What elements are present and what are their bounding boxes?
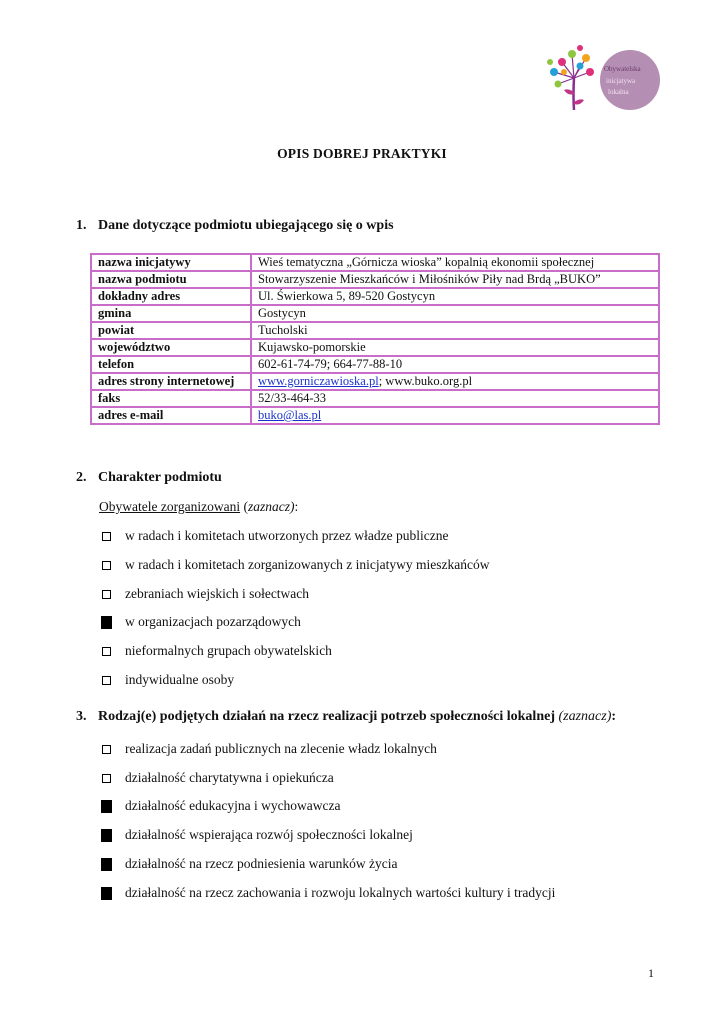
- table-row: [91, 254, 659, 271]
- option-label: indywidualne osoby: [125, 672, 235, 687]
- checkbox-option[interactable]: [101, 855, 398, 873]
- table-row: [91, 339, 659, 356]
- row-label: powiat: [91, 322, 251, 339]
- row-value: [251, 373, 659, 390]
- checkbox-checked[interactable]: [101, 616, 112, 629]
- row-label: nazwa inicjatywy: [91, 254, 251, 271]
- checkbox-option[interactable]: [101, 826, 413, 844]
- email-link[interactable]: buko@las.pl: [258, 408, 322, 422]
- checkbox-empty[interactable]: [102, 561, 111, 570]
- option-label: działalność charytatywna i opiekuńcza: [125, 770, 334, 785]
- logo-text-2: inicjatywa: [606, 77, 636, 85]
- row-value: Gostycyn: [251, 305, 659, 322]
- section-3-number: 3.: [76, 709, 87, 724]
- checkbox-checked[interactable]: [101, 829, 112, 842]
- website-rest: ; www.buko.org.pl: [378, 374, 473, 388]
- row-label: telefon: [91, 356, 251, 373]
- section-1-number: 1.: [76, 218, 87, 233]
- checkbox-empty[interactable]: [102, 647, 111, 656]
- logo-text-1: Obywatelska: [604, 65, 641, 73]
- option-label: działalność edukacyjna i wychowawcza: [125, 798, 341, 813]
- section-1-title: Dane dotyczące podmiotu ubiegającego się o wpis: [98, 218, 394, 233]
- row-value: [251, 407, 659, 424]
- row-label: faks: [91, 390, 251, 407]
- table-row: [91, 356, 659, 373]
- checkbox-option[interactable]: [101, 671, 234, 689]
- section-3-heading: [76, 709, 616, 725]
- row-value: Kujawsko-pomorskie: [251, 339, 659, 356]
- row-value: Stowarzyszenie Mieszkańców i Miłośników Piły nad Brdą „BUKO”: [251, 271, 659, 288]
- checkbox-option[interactable]: [101, 797, 341, 815]
- website-link[interactable]: www.gorniczawioska.pl: [258, 374, 379, 388]
- section-2-number: 2.: [76, 470, 87, 485]
- page-number: 1: [648, 966, 654, 980]
- checkbox-option[interactable]: [101, 613, 301, 631]
- row-value: Wieś tematyczna „Górnicza wioska” kopalnią ekonomii społecznej: [251, 254, 659, 271]
- section-3-title: Rodzaj(e) podjętych działań na rzecz realizacji potrzeb społeczności lokalnej: [98, 709, 555, 724]
- option-label: w radach i komitetach utworzonych przez władze publiczne: [125, 528, 449, 543]
- row-value: Ul. Świerkowa 5, 89-520 Gostycyn: [251, 288, 659, 305]
- subtitle-close: :: [294, 499, 299, 514]
- row-label: dokładny adres: [91, 288, 251, 305]
- table-row: [91, 288, 659, 305]
- checkbox-option[interactable]: [101, 527, 448, 545]
- checkbox-option[interactable]: [101, 884, 555, 902]
- checkbox-empty[interactable]: [102, 774, 111, 783]
- table-row: [91, 271, 659, 288]
- subtitle-underlined: Obywatele zorganizowani: [99, 499, 241, 514]
- checkbox-checked[interactable]: [101, 887, 112, 900]
- row-label: nazwa podmiotu: [91, 271, 251, 288]
- row-value: 52/33-464-33: [251, 390, 659, 407]
- table-row: [91, 305, 659, 322]
- subtitle-italic: zaznacz): [247, 499, 295, 514]
- row-label: województwo: [91, 339, 251, 356]
- option-label: działalność wspierająca rozwój społeczności lokalnej: [125, 827, 413, 842]
- section-2-subtitle: [99, 499, 298, 515]
- table-row: [91, 373, 659, 390]
- document-title: OPIS DOBREJ PRAKTYKI: [277, 146, 447, 161]
- checkbox-empty[interactable]: [102, 532, 111, 541]
- section-2-title: Charakter podmiotu: [98, 470, 222, 485]
- option-label: działalność na rzecz podniesienia warunków życia: [125, 856, 398, 871]
- table-row: [91, 322, 659, 339]
- option-label: w organizacjach pozarządowych: [125, 614, 301, 629]
- checkbox-checked[interactable]: [101, 858, 112, 871]
- checkbox-option[interactable]: [101, 585, 309, 603]
- logo-text-3: lokalna: [608, 88, 629, 96]
- option-label: realizacja zadań publicznych na zlecenie władz lokalnych: [125, 741, 437, 756]
- checkbox-empty[interactable]: [102, 676, 111, 685]
- subtitle-open: (: [240, 499, 248, 514]
- checkbox-option[interactable]: [101, 769, 334, 787]
- row-value: Tucholski: [251, 322, 659, 339]
- logo-image: [540, 40, 660, 120]
- checkbox-empty[interactable]: [102, 590, 111, 599]
- section-2-heading: [76, 470, 222, 486]
- checkbox-option[interactable]: [101, 556, 490, 574]
- table-row: [91, 407, 659, 424]
- checkbox-option[interactable]: [101, 642, 332, 660]
- row-value: 602-61-74-79; 664-77-88-10: [251, 356, 659, 373]
- option-label: nieformalnych grupach obywatelskich: [125, 643, 332, 658]
- option-label: działalność na rzecz zachowania i rozwoju lokalnych wartości kultury i tradycji: [125, 885, 556, 900]
- section-3-italic: (zaznacz): [554, 709, 612, 724]
- checkbox-checked[interactable]: [101, 800, 112, 813]
- info-table: [90, 253, 660, 425]
- table-row: [91, 390, 659, 407]
- checkbox-option[interactable]: [101, 740, 437, 758]
- row-label: gmina: [91, 305, 251, 322]
- option-label: zebraniach wiejskich i sołectwach: [125, 586, 310, 601]
- section-1-heading: [76, 218, 394, 234]
- row-label: adres strony internetowej: [91, 373, 251, 390]
- row-label: adres e-mail: [91, 407, 251, 424]
- section-3-colon: :: [611, 709, 617, 724]
- checkbox-empty[interactable]: [102, 745, 111, 754]
- option-label: w radach i komitetach zorganizowanych z inicjatywy mieszkańców: [125, 557, 490, 572]
